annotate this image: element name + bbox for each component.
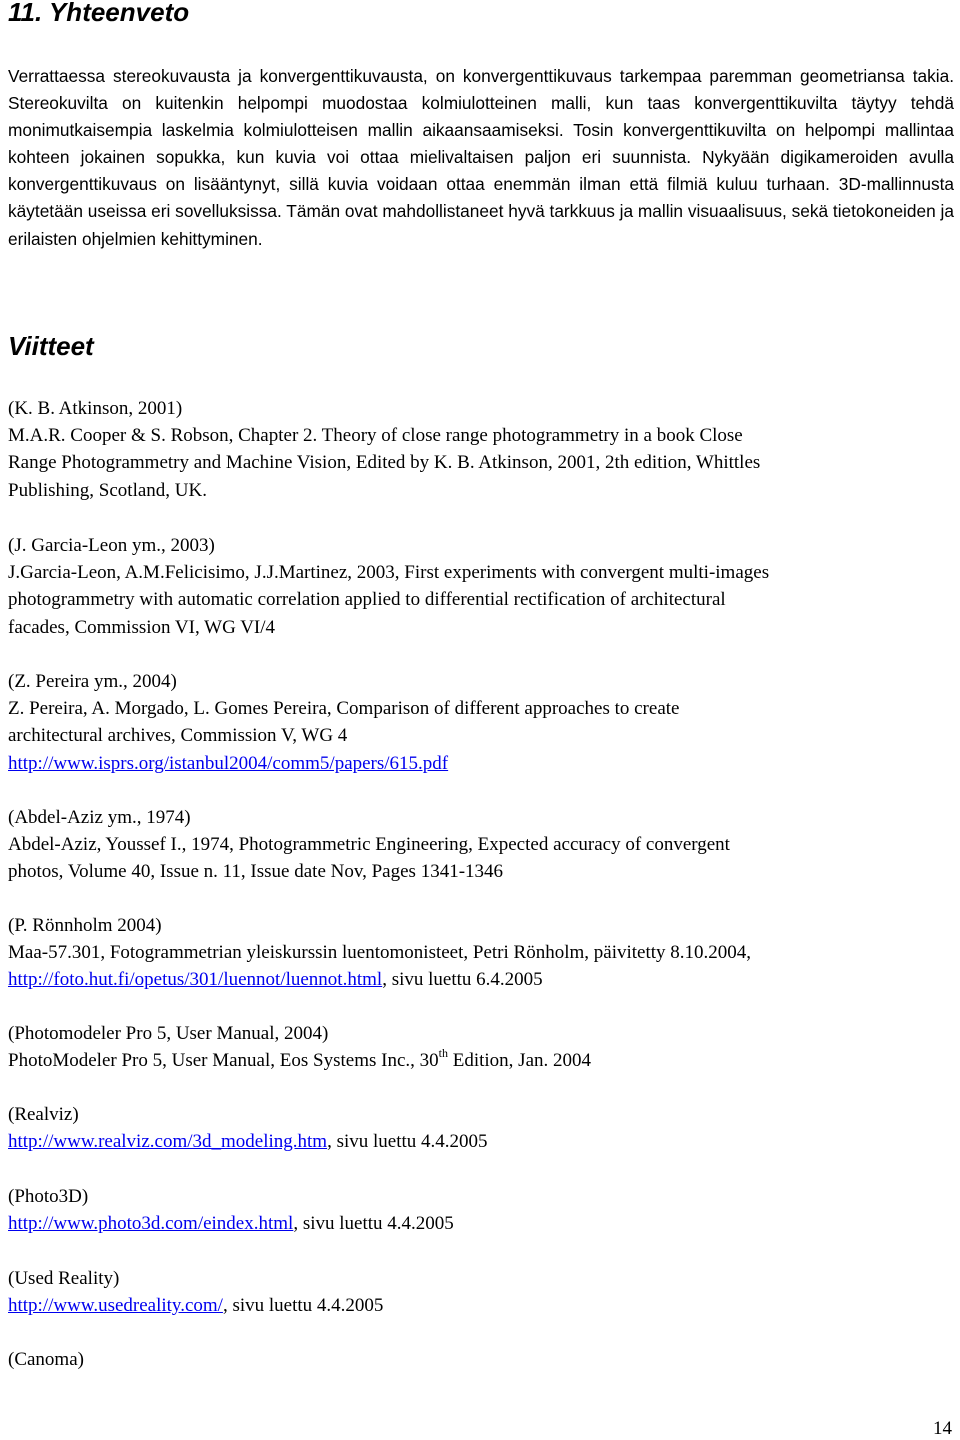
- reference-link[interactable]: http://www.isprs.org/istanbul2004/comm5/papers/615.pdf: [8, 752, 449, 774]
- reference-access-date: , sivu luettu 4.4.2005: [222, 1295, 384, 1317]
- reference-link[interactable]: http://www.photo3d.com/eindex.html: [8, 1213, 294, 1235]
- reference-text: Publishing, Scotland, UK.: [8, 479, 207, 501]
- reference-link[interactable]: http://www.realviz.com/3d_modeling.htm: [8, 1131, 328, 1153]
- reference-text: J.Garcia-Leon, A.M.Felicisimo, J.J.Martinez, 2003, First experiments with convergent multi-images: [8, 562, 770, 584]
- reference-garcia: [8, 532, 948, 641]
- reference-realviz: [8, 1101, 948, 1155]
- reference-key: (Used Reality): [8, 1268, 120, 1289]
- reference-text-part: PhotoModeler Pro 5, User Manual, Eos Systems Inc., 30: [8, 1050, 439, 1072]
- section-title: 11. Yhteenveto: [8, 0, 190, 27]
- reference-text: Range Photogrammetry and Machine Vision, Edited by K. B. Atkinson, 2001, 2th edition, Whittles: [8, 452, 761, 474]
- reference-key: (Realviz): [8, 1104, 79, 1125]
- references-title: Viitteet: [8, 331, 94, 361]
- reference-text: architectural archives, Commission V, WG 4: [8, 725, 348, 747]
- reference-text: facades, Commission VI, WG VI/4: [8, 616, 276, 638]
- summary-paragraph: Verrattaessa stereokuvausta ja konvergenttikuvausta, on konvergenttikuvaus tarkempaa paremman geometriansa takia. Stereokuvilta on kuitenkin helpompi muodostaa kolmiulotteinen malli, kun taas konvergenttikuvilta täytyy tehdä monimutkaisempia laskelmia kolmiulotteisen mallin aikaansaamiseksi. Tosin konvergenttikuvilta on helpompi mallintaa kohteen jokainen sopukka, kun kuvia voi ottaa mielivaltaisen paljon eri suunnista. Nykyään digikameroiden avulla konvergenttikuvaus on lisääntynyt, sillä kuvia voidaan ottaa enemmän ilman että filmiä kuluu turhaan. 3D-mallinnusta käytetään useissa eri sovelluksissa. Tämän ovat mahdollistaneet hyvä tarkkuus ja mallin visuaalisuus, sekä tietokoneiden ja erilaisten ohjelmien kehittyminen.: [8, 66, 954, 249]
- reference-text: photos, Volume 40, Issue n. 11, Issue date Nov, Pages 1341-1346: [8, 861, 504, 883]
- reference-key: (P. Rönnholm 2004): [8, 915, 162, 936]
- reference-ronnholm: [8, 912, 948, 994]
- ordinal-superscript: th: [438, 1045, 448, 1060]
- reference-link[interactable]: http://www.usedreality.com/: [8, 1295, 223, 1317]
- reference-key: (Photomodeler Pro 5, User Manual, 2004): [8, 1023, 329, 1044]
- reference-key: (K. B. Atkinson, 2001): [8, 398, 183, 419]
- reference-access-date: , sivu luettu 4.4.2005: [327, 1131, 488, 1153]
- page-number: 14: [933, 1418, 952, 1439]
- reference-text: [8, 1047, 948, 1074]
- reference-used-reality: [8, 1265, 948, 1319]
- reference-text: photogrammetry with automatic correlation applied to differential rectification of architectural: [8, 589, 726, 611]
- reference-key: (Abdel-Aziz ym., 1974): [8, 807, 191, 828]
- reference-photo3d: [8, 1183, 948, 1237]
- reference-key: (Photo3D): [8, 1186, 89, 1207]
- reference-key: (Canoma): [8, 1349, 84, 1370]
- reference-canoma: [8, 1346, 948, 1373]
- reference-text: Z. Pereira, A. Morgado, L. Gomes Pereira, Comparison of different approaches to create: [8, 698, 680, 720]
- reference-text: Maa-57.301, Fotogrammetrian yleiskurssin luentomonisteet, Petri Rönholm, päivitetty 8.10.2004,: [8, 942, 752, 964]
- reference-text-part: Edition, Jan. 2004: [447, 1050, 592, 1072]
- reference-pereira: [8, 668, 948, 777]
- reference-key: (J. Garcia-Leon ym., 2003): [8, 535, 215, 556]
- reference-access-date: , sivu luettu 4.4.2005: [293, 1213, 454, 1235]
- reference-link[interactable]: http://foto.hut.fi/opetus/301/luennot/luennot.html: [8, 969, 383, 991]
- reference-key: (Z. Pereira ym., 2004): [8, 671, 177, 692]
- reference-text: M.A.R. Cooper & S. Robson, Chapter 2. Theory of close range photogrammetry in a book Close: [8, 425, 743, 447]
- reference-photomodeler: [8, 1020, 948, 1074]
- reference-text: Abdel-Aziz, Youssef I., 1974, Photogrammetric Engineering, Expected accuracy of convergent: [8, 834, 730, 856]
- reference-access-date: , sivu luettu 6.4.2005: [382, 969, 543, 991]
- reference-abdel-aziz: [8, 804, 948, 886]
- reference-atkinson: [8, 395, 948, 504]
